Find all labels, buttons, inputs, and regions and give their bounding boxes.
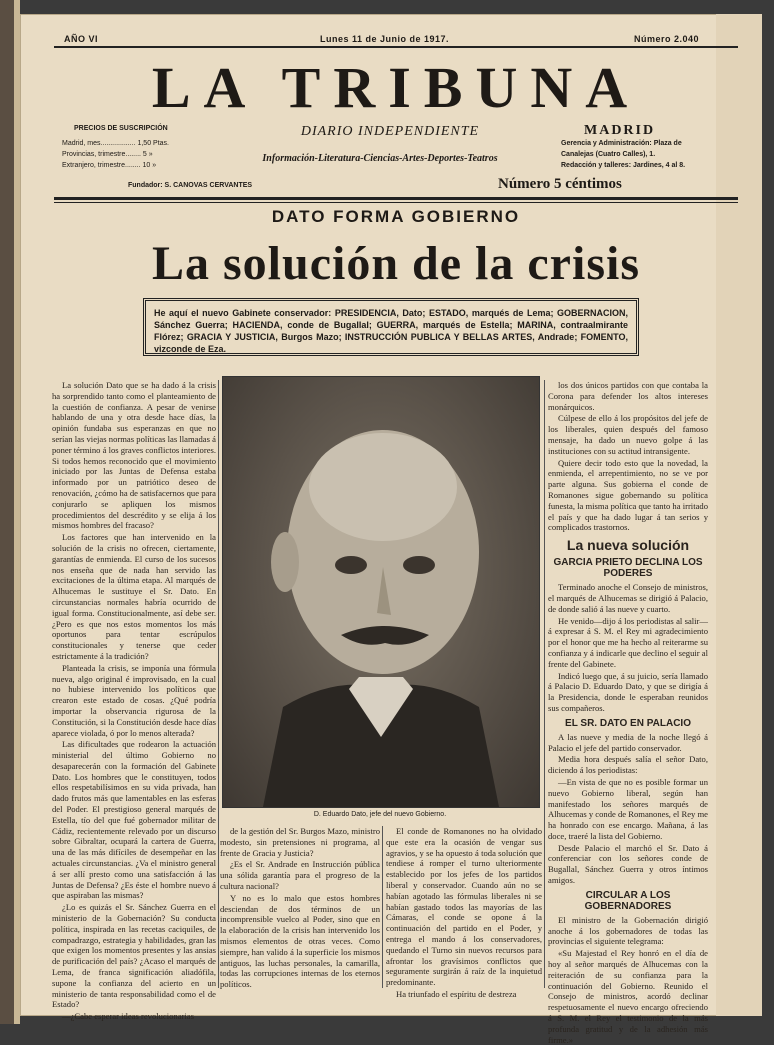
- paragraph: Media hora después salía el señor Dato, diciendo á los periodistas:: [548, 754, 708, 776]
- paragraph: de la gestión del Sr. Burgos Mazo, ministro modesto, sin pretensiones ni programa, al frente de Gracia y Justicia?: [220, 826, 380, 858]
- newspaper-title: LA TRIBUNA: [151, 55, 641, 120]
- admin-line: Redacción y talleres: Jardines, 4 al 8.: [561, 162, 686, 169]
- paragraph: «Su Majestad el Rey honró en el día de hoy al señor marqués de Alhucemas con la reiteración de su confianza para la continuación del Gobierno. Reunido el Consejo de ministros, acordó declinar respetuosamente el nuevo encargo ofreciendo á S. M. el Rey el testimonio de la más profunda gratitud y de la adhesión más firme.»: [548, 948, 708, 1045]
- city-label: MADRID: [584, 123, 656, 138]
- article-column-2: [220, 826, 380, 988]
- admin-line: Canalejas (Cuatro Calles), 1.: [561, 151, 656, 158]
- portrait-photo: [222, 376, 540, 808]
- subheading-dato-palacio: EL SR. DATO EN PALACIO: [565, 717, 691, 729]
- article-kicker: DATO FORMA GOBIERNO: [271, 207, 521, 226]
- paragraph: ¿Lo es quizás el Sr. Sánchez Guerra en el ministerio de la Gobernación? Su conducta política, inspirada en las recetas caciquiles, de compadrazgo, estrategia y habilidades, gran las que exigen los momentos presentes y las ansias de purificación del país? ¿Acaso el marqués de Lema, de franca significación aliadófila, supone la confianza del acierto en un ministerio de tanta responsabilidad como el de Estado?: [52, 902, 216, 1010]
- paragraph: La solución Dato que se ha dado á la crisis ha sorprendido tanto como el planteamiento de la cuestión de confianza. A pesar de venirse hablando de una y otra desde hace días, la opinión fundaba sus esperanzas en que no serían las viejas normas políticas las llamadas á poner término á los graves conflictos interiores. Si todos hemos reconocido que el movimiento iniciado por las Juntas de Defensa estaba informado por un patriótico deseo de renovación, ¿cómo ha de satisfacernos que para conjurarlo se apliquen los mismos procedimientos del descrédito y se elija á los mismos hombres del fracaso?: [52, 380, 216, 531]
- date-label: Lunes 11 de Junio de 1917.: [320, 34, 450, 44]
- article-column-4: [548, 380, 708, 1045]
- paragraph: Terminado anoche el Consejo de ministros, el marqués de Alhucemas se dirigió á Palacio, de donde salió á las nueve y cuarto.: [548, 582, 708, 614]
- column-divider: [544, 380, 545, 988]
- portrait-forehead: [309, 433, 457, 541]
- paragraph: —En vista de que no es posible formar un nuevo Gobierno liberal, según han manifestado los señores marqués de Alhucemas y conde de Romanones, el Rey me ha honrado con ese encargo. Mañana, á las doce, traeré la lista del Gobierno.: [548, 776, 708, 841]
- portrait-ear: [271, 532, 299, 592]
- paragraph: Y no es lo malo que estos hombres desciendan de dos términos de un incomprensible vuelco al Poder, sino que en la elaboración de la crisis han intervenido los mismos elementos de otras veces. Como siempre, han valido á la superficie los mismos antiguos, las luchas personales, la camarilla, todas las corrupciones internas de los eternos políticos.: [220, 892, 380, 990]
- paragraph: Las dificultades que rodearon la actuación ministerial del último Gobierno no desaparecerán con la formación del Gabinete Dato. Los hombres que le constituyen, todos ellos respetabilísimos en su vida privada, han dado frutos más que lamentables en las esferas del Poder. El prestigioso general marqués de Estella, tío del que fué gobernador militar de Cádiz, recientemente relevado por un discurso sobre Gibraltar, ocupará la cartera de Guerra, una de las más difíciles de desempeñar en las actuales circunstancias. ¿Va el ministro general á ser allí presto como una satisfacción á las Juntas de Defensa? ¿Es éste el hombre nuevo á que aspiraban las mismas?: [52, 739, 216, 901]
- paragraph: Los factores que han intervenido en la solución de la crisis no ofrecen, ciertamente, garantías de enmienda. El curso de los sucesos nos enseña que de nada han servido las excitaciones de la última etapa. Al marqués de Alhucemas le sustituye el Sr. Dato. En circunstancias normales habría ocurrido de igual forma. Constitucionalmente, así debe ser. ¿Pero es que nos estos momentos los más oportunos para tentar escrúpulos constitucionales y tenerse que ceder estrictamente á la tradición?: [52, 532, 216, 661]
- admin-line: Gerencia y Administración: Plaza de: [561, 140, 682, 147]
- subscription-prices: [62, 138, 232, 171]
- paragraph: ¿Es el Sr. Andrade en Instrucción pública una sólida garantía para el progreso de la cultura nacional?: [220, 859, 380, 891]
- column-divider: [382, 826, 383, 988]
- sections-line: Información-Literatura-Ciencias-Artes-Deportes-Teatros: [262, 153, 498, 164]
- section-heading-nueva-solucion: La nueva solución: [566, 537, 690, 554]
- paragraph: Planteada la crisis, se imponía una fórmula nueva, algo original é improvisado, en la cual no hubiese intervenido los políticos que crearon este estado de cosas. ¿Qué podría importar la observancia rigurosa de la Constitución, si la Constitución desde hace días aparece violada, ó por lo menos alterada?: [52, 662, 216, 738]
- price-row: Madrid, mes.................. 1,50 Ptas.: [62, 140, 169, 147]
- cabinet-box: He aquí el nuevo Gabinete conservador: PRESIDENCIA, Dato; ESTADO, marqués de Lema; GOBERNACION, Sánchez Guerra; HACIENDA, conde de Bugallal; GUERRA, marqués de Estella; MARINA, contraalmirante Flórez; GRACIA Y JUSTICIA, Burgos Mazo; INSTRUCCIÓN PUBLICA Y BELLAS ARTES, Andrade; FOMENTO, vizconde de Eza.: [143, 298, 639, 356]
- paragraph: El ministro de la Gobernación dirigió anoche á los gobernadores de todas las provincias el siguiente telegrama:: [548, 914, 708, 947]
- founder-label: Fundador: S. CANOVAS CERVANTES: [128, 182, 253, 189]
- article-column-3: [386, 826, 542, 999]
- newspaper-page: [20, 14, 762, 1045]
- paragraph: El conde de Romanones no ha olvidado que este era la ocasión de vengar sus agravios, y se ha opuesto á toda solución que tendiese á romper el turno ulteriormente establecido por los jefes de los partidos liberal y conservador. Cuando aún no se habían agotado las fórmulas liberales ni se habían gastado todos las mayorías de las Cámaras, el conde se opone á la continuación del partido en el Poder, y entrega el mando á los conservadores, quedando el Turno sin nuevos recursos para afrontar los gravísimos conflictos que seguramente surgirán á raíz de la inquietud predominante.: [386, 826, 542, 988]
- price-row: Provincias, trimestre........ 5 »: [62, 151, 153, 158]
- issue-number: Número 2.040: [634, 34, 700, 44]
- top-rule: [54, 46, 738, 48]
- photo-caption: D. Eduardo Dato, jefe del nuevo Gobierno.: [313, 811, 447, 818]
- paragraph: Desde Palacio el marchó el Sr. Dato á conferenciar con los señores conde de Bugallal, Sánchez Guerra y otros íntimos amigos.: [548, 842, 708, 886]
- article-column-1: [52, 380, 216, 1022]
- subheading-garcia-prieto: GARCIA PRIETO DECLINA LOS PODERES: [553, 557, 703, 580]
- paragraph: Cúlpese de ello á los propósitos del jefe de los liberales, quien después del famoso mensaje, ha dado un nuevo golpe á las instituciones con su actitud intransigente.: [548, 413, 708, 456]
- paragraph: A las nueve y media de la noche llegó á Palacio el jefe del partido conservador.: [548, 731, 708, 753]
- portrait-eye-left: [335, 556, 367, 574]
- masthead-rule-thin: [54, 202, 738, 203]
- paragraph: Quiere decir todo esto que la novedad, la enmienda, el arrepentimiento, no se ve por parte alguna. Sus gobierna el conde de Romanones sigue gobernando su política funesta, la misma política que tanto ha irritado el país y que ha dado lugar á tan serios y complicados trastornos.: [548, 457, 708, 533]
- paragraph: —¿Cabe esperar ideas revolucionarias: [62, 1011, 194, 1022]
- paragraph: Indicó luego que, á su juicio, sería llamado á Palacio D. Eduardo Dato, y que se dirigía á la Presidencia, donde le esperaban reunidos sus compañeros.: [548, 670, 708, 713]
- paragraph: He venido—dijo á los periodistas al salir—á expresar á S. M. el Rey mi agradecimiento por el honor que me ha hecho al reiterarme su confianza y á indicarle que declino el seguir al frente del Gabinete.: [548, 615, 708, 669]
- admin-address: [561, 138, 743, 171]
- column-divider: [218, 380, 219, 988]
- article-headline: La solución de la crisis: [151, 237, 641, 290]
- price-row: Extranjero, trimestre........ 10 »: [62, 162, 157, 169]
- paragraph: Ha triunfado el espíritu de destreza: [396, 988, 517, 999]
- subheading-circular: CIRCULAR A LOS GOBERNADORES: [584, 889, 672, 912]
- portrait-eye-right: [403, 556, 435, 574]
- paragraph: los dos únicos partidos con que contaba la Corona para defender los altos intereses monárquicos.: [548, 380, 708, 412]
- portrait-illustration: [223, 377, 539, 807]
- tagline: DIARIO INDEPENDIENTE: [300, 124, 480, 139]
- issue-price: Número 5 céntimos: [498, 176, 622, 192]
- prices-title: PRECIOS DE SUSCRIPCIÓN: [74, 125, 168, 132]
- year-label: AÑO VI: [64, 34, 99, 44]
- masthead-rule: [54, 197, 738, 200]
